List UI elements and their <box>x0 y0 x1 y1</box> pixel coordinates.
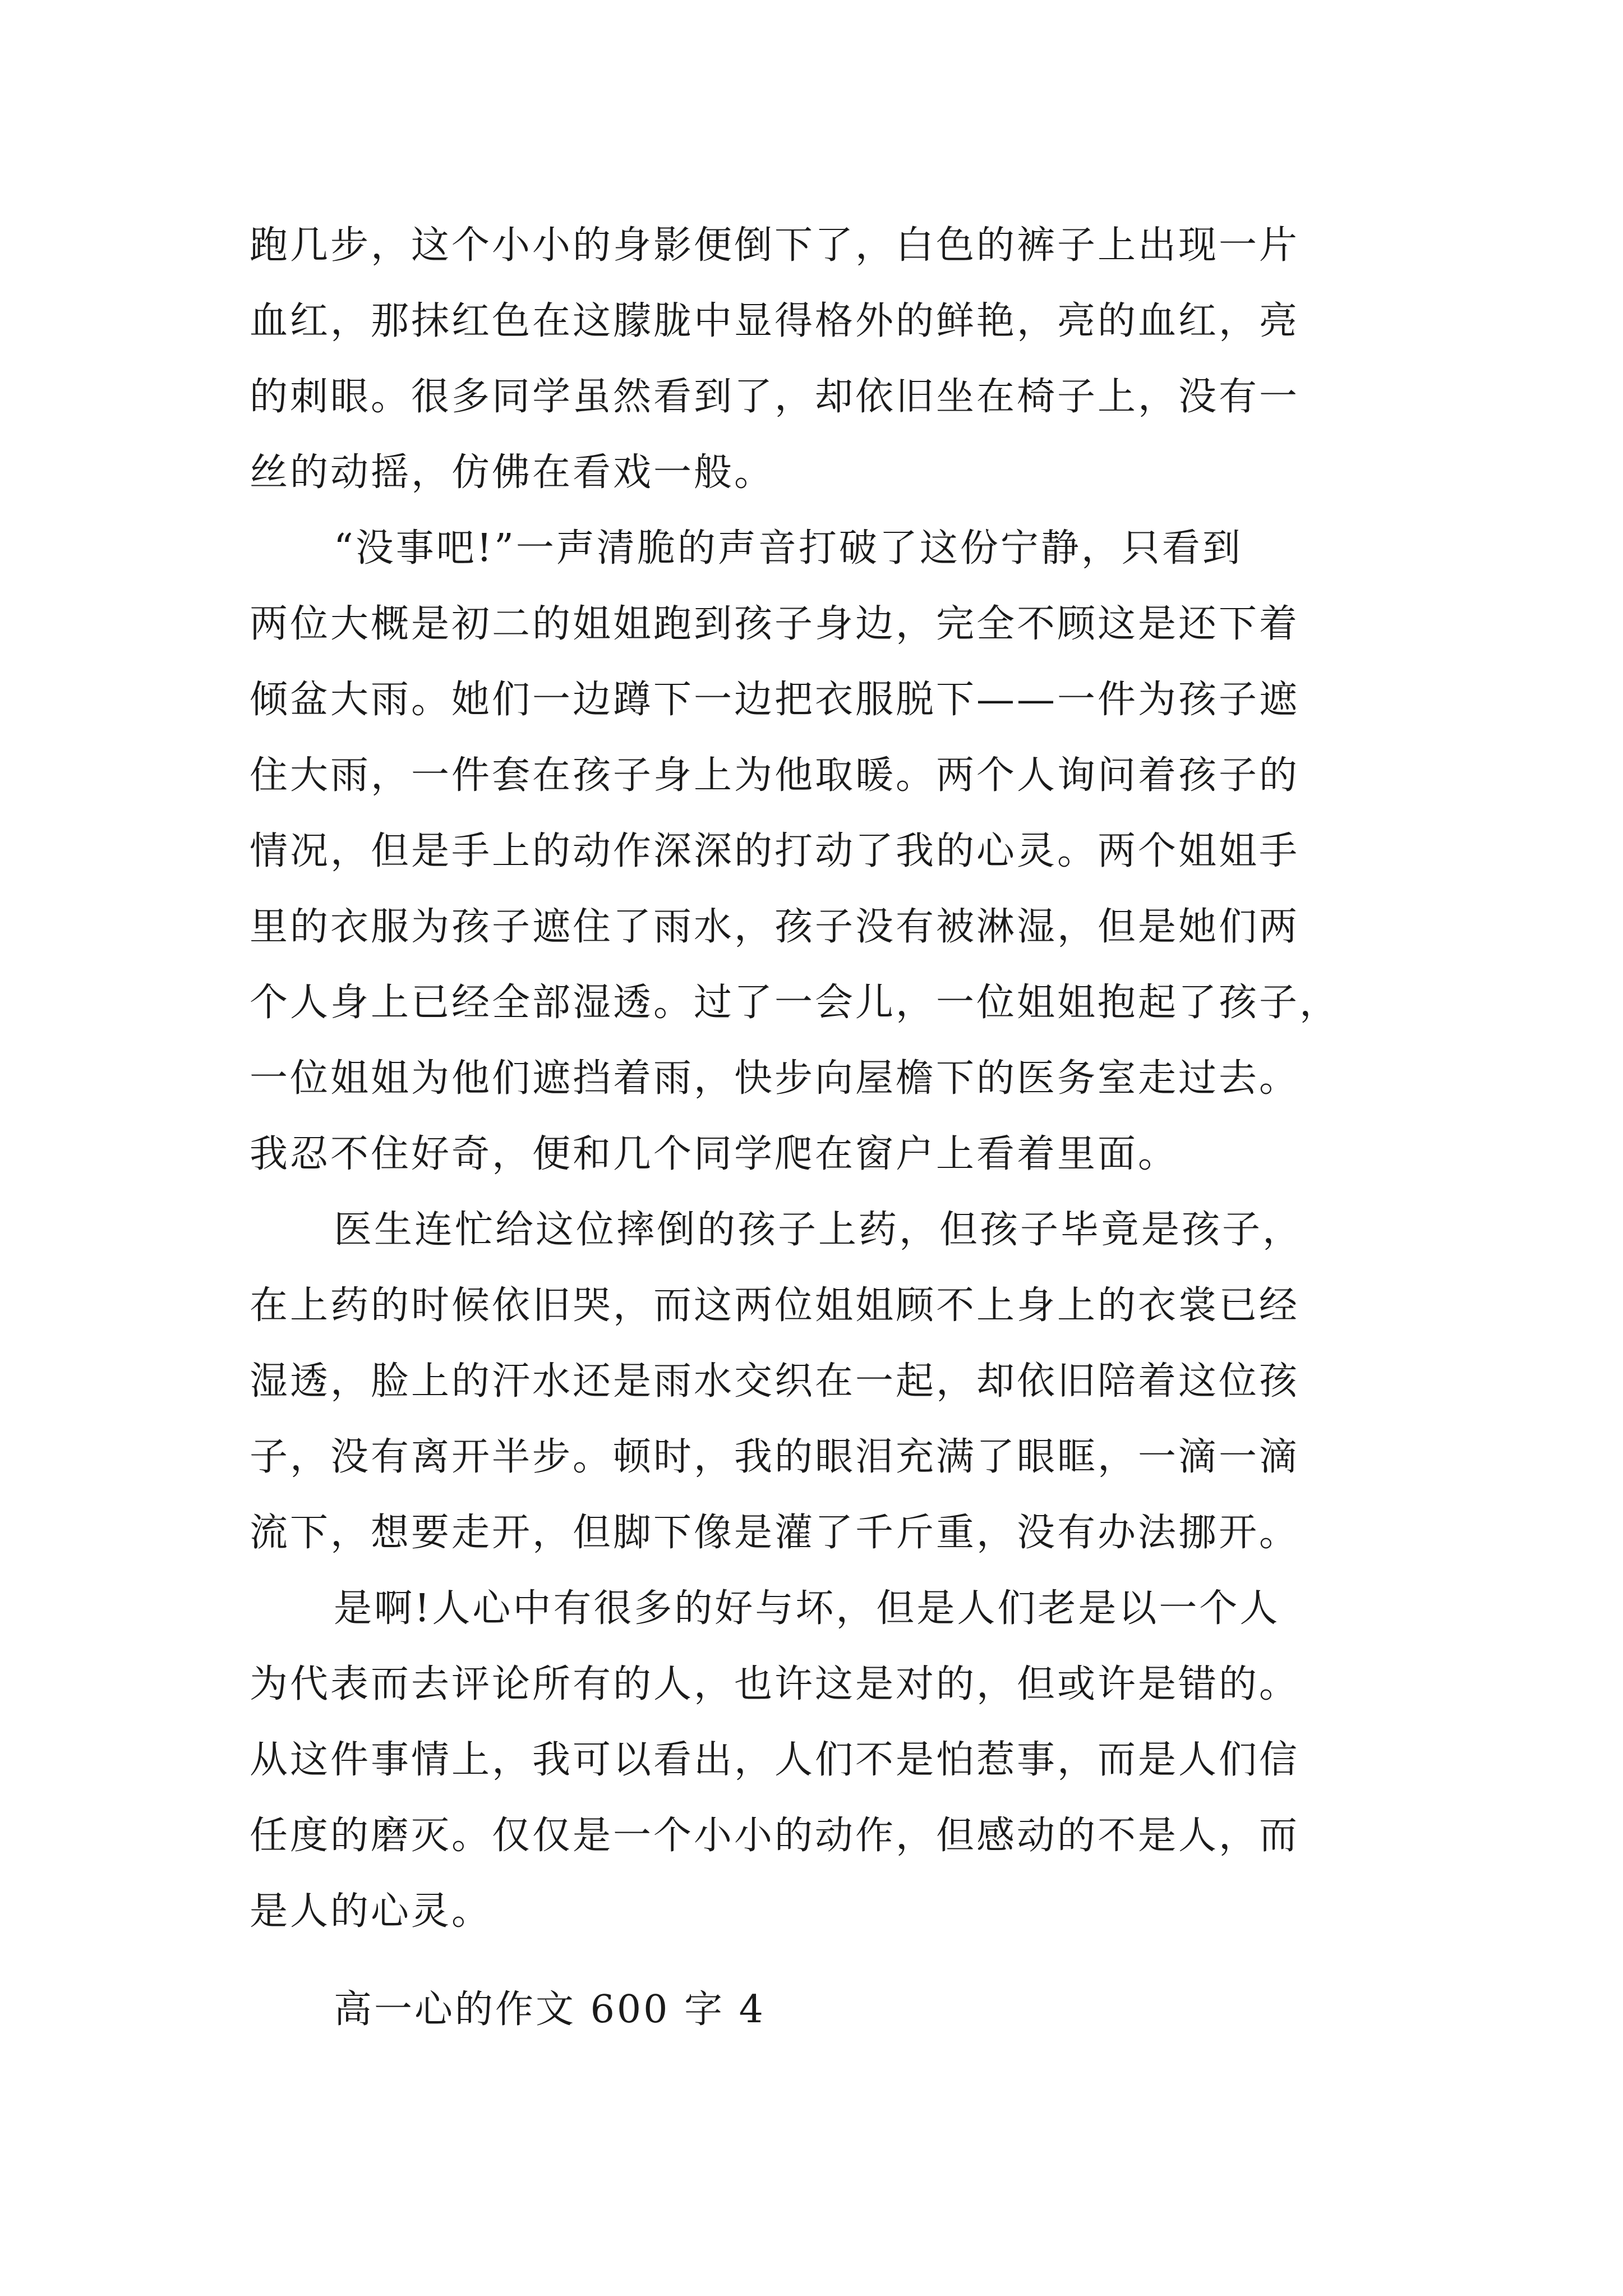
section-heading: 高一心的作文 600 字 4 <box>334 1987 766 2032</box>
text-line: 情况，但是手上的动作深深的打动了我的心灵。两个姐姐手 <box>250 829 1300 873</box>
text-line: 为代表而去评论所有的人，也许这是对的，但或许是错的。 <box>250 1662 1300 1706</box>
text-line: 里的衣服为孩子遮住了雨水，孩子没有被淋湿，但是她们两 <box>250 905 1300 949</box>
text-line: 是人的心灵。 <box>250 1889 492 1934</box>
text-line: 任度的磨灭。仅仅是一个小小的动作，但感动的不是人，而 <box>250 1814 1300 1858</box>
text-line: 子，没有离开半步。顿时，我的眼泪充满了眼眶，一滴一滴 <box>250 1435 1300 1479</box>
text-line: 血红，那抹红色在这朦胧中显得格外的鲜艳，亮的血红，亮 <box>250 299 1300 343</box>
text-line: 流下，想要走开，但脚下像是灌了千斤重，没有办法挪开。 <box>250 1511 1300 1555</box>
text-line: 的刺眼。很多同学虽然看到了，却依旧坐在椅子上，没有一 <box>250 375 1300 419</box>
paragraph-start-line: 医生连忙给这位摔倒的孩子上药，但孩子毕竟是孩子， <box>334 1208 1303 1252</box>
text-line: 跑几步，这个小小的身影便倒下了，白色的裤子上出现一片 <box>250 223 1300 268</box>
text-line: 从这件事情上，我可以看出，人们不是怕惹事，而是人们信 <box>250 1738 1300 1782</box>
paragraph-start-line: “没事吧!”一声清脆的声音打破了这份宁静，只看到 <box>334 526 1243 570</box>
text-line: 我忍不住好奇，便和几个同学爬在窗户上看着里面。 <box>250 1132 1179 1176</box>
text-line: 住大雨，一件套在孩子身上为他取暖。两个人询问着孩子的 <box>250 753 1300 798</box>
text-line: 在上药的时候依旧哭，而这两位姐姐顾不上身上的衣裳已经 <box>250 1283 1300 1328</box>
text-line: 丝的动摇，仿佛在看戏一般。 <box>250 450 775 495</box>
text-line: 倾盆大雨。她们一边蹲下一边把衣服脱下——一件为孩子遮 <box>250 678 1300 722</box>
paragraph-start-line: 是啊!人心中有很多的好与坏，但是人们老是以一个人 <box>334 1586 1280 1631</box>
text-line: 个人身上已经全部湿透。过了一会儿，一位姐姐抱起了孩子， <box>250 981 1340 1025</box>
text-line: 湿透，脸上的汗水还是雨水交织在一起，却依旧陪着这位孩 <box>250 1359 1300 1404</box>
essay-body <box>250 208 1399 2047</box>
text-line: 一位姐姐为他们遮挡着雨，快步向屋檐下的医务室走过去。 <box>250 1056 1300 1101</box>
text-line: 两位大概是初二的姐姐跑到孩子身边，完全不顾这是还下着 <box>250 602 1300 646</box>
